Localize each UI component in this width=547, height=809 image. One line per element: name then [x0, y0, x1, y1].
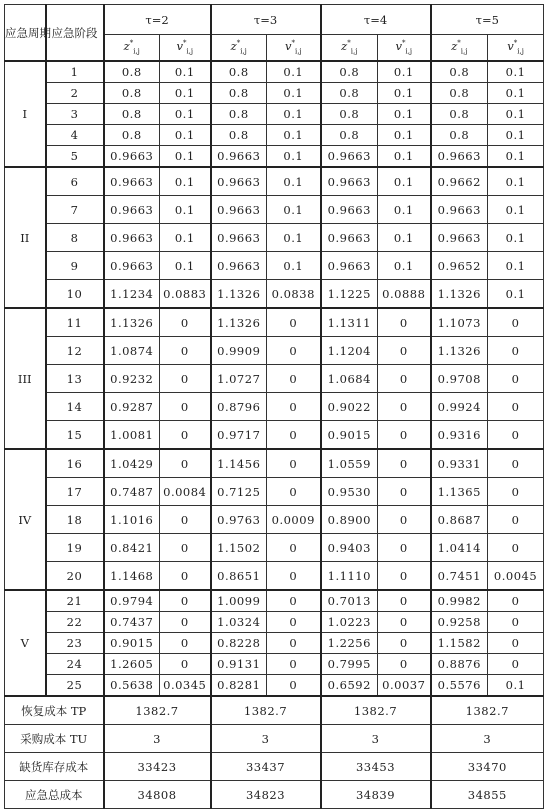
stage-cell: 8	[46, 224, 104, 252]
v-value-cell: 0	[378, 478, 431, 506]
z-value-cell: 1.0684	[321, 365, 378, 393]
v-value-cell: 0.1	[160, 146, 211, 168]
summary-value-cell: 34808	[104, 781, 211, 809]
period-header: 应急周期	[5, 5, 46, 62]
v-value-cell: 0.0045	[488, 562, 544, 591]
z-value-cell: 1.2256	[321, 633, 378, 654]
z-value-cell: 1.1016	[104, 506, 160, 534]
summary-value-cell: 3	[321, 725, 431, 753]
z-value-cell: 0.9662	[431, 167, 488, 196]
table-row	[5, 365, 544, 393]
z-value-cell: 0.8	[104, 61, 160, 83]
z-value-cell: 1.1326	[431, 337, 488, 365]
v-value-cell: 0	[488, 506, 544, 534]
stage-cell: 10	[46, 280, 104, 309]
v-value-cell: 0	[160, 534, 211, 562]
z-value-cell: 1.2605	[104, 654, 160, 675]
z-value-cell: 0.9663	[431, 146, 488, 168]
tau-header: τ=3	[211, 5, 321, 35]
z-value-cell: 1.1326	[104, 308, 160, 337]
summary-value-cell: 1382.7	[321, 696, 431, 725]
z-value-cell: 1.0874	[104, 337, 160, 365]
table-row	[5, 125, 544, 146]
v-value-cell: 0.1	[267, 104, 321, 125]
v-value-cell: 0	[378, 612, 431, 633]
table-row	[5, 167, 544, 196]
z-value-cell: 1.1468	[104, 562, 160, 591]
z-value-cell: 0.9530	[321, 478, 378, 506]
v-value-cell: 0.1	[488, 280, 544, 309]
summary-value-cell: 1382.7	[104, 696, 211, 725]
v-value-cell: 0	[378, 654, 431, 675]
z-value-cell: 0.9924	[431, 393, 488, 421]
z-value-cell: 0.8	[211, 83, 267, 104]
stage-cell: 15	[46, 421, 104, 450]
v-value-cell: 0	[267, 562, 321, 591]
v-value-cell: 0.1	[378, 224, 431, 252]
v-value-cell: 0	[160, 612, 211, 633]
z-value-cell: 0.9763	[211, 506, 267, 534]
table-row	[5, 280, 544, 309]
z-value-cell: 1.1456	[211, 449, 267, 478]
z-value-cell: 0.9663	[104, 252, 160, 280]
v-value-cell: 0	[160, 449, 211, 478]
z-value-cell: 0.9909	[211, 337, 267, 365]
z-value-cell: 1.1582	[431, 633, 488, 654]
table-row	[5, 83, 544, 104]
v-value-cell: 0.1	[378, 167, 431, 196]
stage-cell: 11	[46, 308, 104, 337]
z-value-cell: 0.9131	[211, 654, 267, 675]
z-value-cell: 0.9663	[431, 196, 488, 224]
v-value-cell: 0	[160, 590, 211, 612]
z-value-cell: 0.8900	[321, 506, 378, 534]
v-value-cell: 0	[378, 562, 431, 591]
z-value-cell: 0.5638	[104, 675, 160, 697]
period-cell: III	[5, 308, 46, 449]
v-value-cell: 0.1	[267, 125, 321, 146]
v-value-cell: 0.1	[488, 83, 544, 104]
z-value-cell: 0.6592	[321, 675, 378, 697]
z-value-cell: 0.9663	[431, 224, 488, 252]
z-value-cell: 0.7995	[321, 654, 378, 675]
v-value-cell: 0	[378, 449, 431, 478]
z-value-cell: 0.9331	[431, 449, 488, 478]
summary-value-cell: 1382.7	[211, 696, 321, 725]
summary-label: 缺货库存成本	[5, 753, 104, 781]
v-value-cell: 0	[267, 675, 321, 697]
tau-header: τ=2	[104, 5, 211, 35]
table-row	[5, 633, 544, 654]
z-value-cell: 0.8796	[211, 393, 267, 421]
stage-cell: 5	[46, 146, 104, 168]
z-value-cell: 1.1311	[321, 308, 378, 337]
table-row	[5, 534, 544, 562]
period-cell: V	[5, 590, 46, 696]
z-value-cell: 1.1326	[211, 280, 267, 309]
v-value-cell: 0.1	[160, 224, 211, 252]
table-row	[5, 252, 544, 280]
z-value-cell: 1.0081	[104, 421, 160, 450]
z-value-cell: 0.9287	[104, 393, 160, 421]
z-value-cell: 0.8	[431, 125, 488, 146]
v-value-cell: 0.1	[267, 61, 321, 83]
period-cell: I	[5, 61, 46, 167]
v-value-cell: 0	[160, 506, 211, 534]
results-table	[4, 4, 544, 809]
tau-header: τ=5	[431, 5, 544, 35]
stage-cell: 7	[46, 196, 104, 224]
z-value-cell: 0.7451	[431, 562, 488, 591]
z-var-header: $z^*_{i,j}$	[321, 35, 378, 62]
v-value-cell: 0	[488, 449, 544, 478]
v-value-cell: 0.1	[488, 252, 544, 280]
z-value-cell: 0.8876	[431, 654, 488, 675]
v-value-cell: 0	[160, 421, 211, 450]
table-row	[5, 449, 544, 478]
table-row	[5, 612, 544, 633]
v-value-cell: 0	[267, 337, 321, 365]
z-value-cell: 0.9663	[211, 252, 267, 280]
v-value-cell: 0.0009	[267, 506, 321, 534]
v-value-cell: 0	[267, 590, 321, 612]
z-value-cell: 0.7487	[104, 478, 160, 506]
z-value-cell: 0.9015	[104, 633, 160, 654]
z-value-cell: 1.0324	[211, 612, 267, 633]
stage-cell: 4	[46, 125, 104, 146]
table-row	[5, 506, 544, 534]
v-value-cell: 0	[267, 421, 321, 450]
v-value-cell: 0	[267, 308, 321, 337]
stage-cell: 21	[46, 590, 104, 612]
v-var-header: $v^*_{i,j}$	[160, 35, 211, 62]
v-value-cell: 0.1	[160, 83, 211, 104]
table-row	[5, 61, 544, 83]
z-value-cell: 0.9663	[321, 224, 378, 252]
v-value-cell: 0	[488, 421, 544, 450]
z-value-cell: 1.1225	[321, 280, 378, 309]
v-value-cell: 0.0345	[160, 675, 211, 697]
v-value-cell: 0	[160, 308, 211, 337]
z-value-cell: 1.0414	[431, 534, 488, 562]
v-value-cell: 0.1	[488, 125, 544, 146]
z-value-cell: 0.8421	[104, 534, 160, 562]
z-value-cell: 1.0099	[211, 590, 267, 612]
table-row	[5, 308, 544, 337]
v-value-cell: 0	[488, 365, 544, 393]
summary-value-cell: 33453	[321, 753, 431, 781]
v-value-cell: 0.1	[488, 61, 544, 83]
z-value-cell: 0.8	[321, 125, 378, 146]
v-value-cell: 0.1	[378, 104, 431, 125]
stage-cell: 16	[46, 449, 104, 478]
v-value-cell: 0	[160, 562, 211, 591]
v-value-cell: 0.0888	[378, 280, 431, 309]
v-value-cell: 0	[267, 654, 321, 675]
v-value-cell: 0.1	[267, 196, 321, 224]
z-value-cell: 0.9316	[431, 421, 488, 450]
stage-cell: 23	[46, 633, 104, 654]
v-value-cell: 0.1	[267, 83, 321, 104]
stage-cell: 6	[46, 167, 104, 196]
z-value-cell: 0.8	[321, 104, 378, 125]
v-value-cell: 0	[160, 654, 211, 675]
stage-cell: 20	[46, 562, 104, 591]
period-cell: IV	[5, 449, 46, 590]
z-value-cell: 0.8	[321, 61, 378, 83]
v-value-cell: 0.1	[267, 167, 321, 196]
v-value-cell: 0	[488, 590, 544, 612]
v-value-cell: 0.1	[267, 146, 321, 168]
stage-cell: 13	[46, 365, 104, 393]
v-value-cell: 0	[488, 308, 544, 337]
v-value-cell: 0	[267, 612, 321, 633]
z-value-cell: 0.9663	[104, 146, 160, 168]
v-value-cell: 0	[488, 612, 544, 633]
z-value-cell: 1.1073	[431, 308, 488, 337]
v-value-cell: 0	[267, 633, 321, 654]
z-value-cell: 0.9403	[321, 534, 378, 562]
v-value-cell: 0.1	[267, 224, 321, 252]
z-value-cell: 0.9663	[104, 167, 160, 196]
summary-value-cell: 34839	[321, 781, 431, 809]
stage-cell: 12	[46, 337, 104, 365]
z-value-cell: 0.9015	[321, 421, 378, 450]
z-value-cell: 0.8	[321, 83, 378, 104]
z-value-cell: 0.9794	[104, 590, 160, 612]
summary-value-cell: 33437	[211, 753, 321, 781]
z-var-header: $z^*_{i,j}$	[431, 35, 488, 62]
z-value-cell: 0.7125	[211, 478, 267, 506]
stage-cell: 3	[46, 104, 104, 125]
stage-cell: 9	[46, 252, 104, 280]
v-value-cell: 0.1	[378, 146, 431, 168]
summary-value-cell: 1382.7	[431, 696, 544, 725]
z-value-cell: 0.9652	[431, 252, 488, 280]
v-value-cell: 0	[160, 337, 211, 365]
z-value-cell: 0.9663	[104, 224, 160, 252]
v-value-cell: 0.0084	[160, 478, 211, 506]
z-value-cell: 0.8	[104, 125, 160, 146]
v-value-cell: 0	[378, 308, 431, 337]
z-value-cell: 1.0559	[321, 449, 378, 478]
v-value-cell: 0.0037	[378, 675, 431, 697]
z-value-cell: 1.1204	[321, 337, 378, 365]
z-value-cell: 0.7013	[321, 590, 378, 612]
v-value-cell: 0	[488, 337, 544, 365]
v-value-cell: 0	[160, 365, 211, 393]
stage-cell: 1	[46, 61, 104, 83]
z-value-cell: 0.8	[431, 83, 488, 104]
z-value-cell: 1.0223	[321, 612, 378, 633]
tau-header: τ=4	[321, 5, 431, 35]
v-var-header: $v^*_{i,j}$	[488, 35, 544, 62]
v-value-cell: 0	[488, 633, 544, 654]
summary-value-cell: 3	[104, 725, 211, 753]
period-cell: II	[5, 167, 46, 308]
z-value-cell: 1.1110	[321, 562, 378, 591]
stage-cell: 14	[46, 393, 104, 421]
v-value-cell: 0.1	[378, 61, 431, 83]
v-value-cell: 0	[378, 393, 431, 421]
z-value-cell: 1.1365	[431, 478, 488, 506]
header-row	[5, 5, 544, 35]
summary-label: 采购成本 TU	[5, 725, 104, 753]
v-value-cell: 0.1	[378, 83, 431, 104]
z-value-cell: 1.1326	[211, 308, 267, 337]
v-value-cell: 0.0838	[267, 280, 321, 309]
z-value-cell: 0.8281	[211, 675, 267, 697]
v-value-cell: 0	[267, 365, 321, 393]
z-value-cell: 0.9982	[431, 590, 488, 612]
v-value-cell: 0	[160, 393, 211, 421]
stage-cell: 19	[46, 534, 104, 562]
table-body	[5, 5, 544, 809]
v-value-cell: 0	[378, 365, 431, 393]
stage-cell: 18	[46, 506, 104, 534]
v-value-cell: 0	[488, 534, 544, 562]
table-row	[5, 196, 544, 224]
v-value-cell: 0.1	[160, 167, 211, 196]
table-row	[5, 337, 544, 365]
v-value-cell: 0	[378, 506, 431, 534]
z-value-cell: 0.8	[211, 61, 267, 83]
table-row	[5, 224, 544, 252]
v-value-cell: 0.1	[378, 125, 431, 146]
z-value-cell: 0.8	[211, 104, 267, 125]
z-value-cell: 0.9022	[321, 393, 378, 421]
table-row	[5, 146, 544, 168]
v-value-cell: 0	[378, 590, 431, 612]
v-value-cell: 0.0883	[160, 280, 211, 309]
stage-cell: 22	[46, 612, 104, 633]
v-value-cell: 0.1	[160, 61, 211, 83]
summary-row	[5, 696, 544, 725]
table-row	[5, 654, 544, 675]
stage-cell: 17	[46, 478, 104, 506]
z-value-cell: 0.9663	[211, 167, 267, 196]
v-value-cell: 0	[160, 633, 211, 654]
v-value-cell: 0	[267, 449, 321, 478]
table-row	[5, 393, 544, 421]
v-value-cell: 0.1	[488, 167, 544, 196]
v-value-cell: 0	[488, 478, 544, 506]
v-value-cell: 0	[378, 421, 431, 450]
z-value-cell: 0.9663	[211, 224, 267, 252]
v-value-cell: 0	[267, 534, 321, 562]
z-value-cell: 0.9663	[211, 146, 267, 168]
summary-row	[5, 753, 544, 781]
v-value-cell: 0	[488, 393, 544, 421]
v-value-cell: 0	[267, 478, 321, 506]
stage-cell: 24	[46, 654, 104, 675]
v-value-cell: 0.1	[488, 104, 544, 125]
table-row	[5, 675, 544, 697]
summary-value-cell: 33470	[431, 753, 544, 781]
z-value-cell: 0.8	[431, 61, 488, 83]
z-value-cell: 1.1234	[104, 280, 160, 309]
z-value-cell: 0.9663	[211, 196, 267, 224]
v-value-cell: 0.1	[160, 252, 211, 280]
summary-label: 应急总成本	[5, 781, 104, 809]
z-value-cell: 0.8	[211, 125, 267, 146]
z-value-cell: 0.7437	[104, 612, 160, 633]
table-row	[5, 562, 544, 591]
z-value-cell: 0.8228	[211, 633, 267, 654]
summary-value-cell: 34855	[431, 781, 544, 809]
summary-row	[5, 781, 544, 809]
z-value-cell: 0.8651	[211, 562, 267, 591]
z-value-cell: 0.9717	[211, 421, 267, 450]
table-row	[5, 104, 544, 125]
v-value-cell: 0	[488, 654, 544, 675]
v-value-cell: 0	[267, 393, 321, 421]
z-value-cell: 0.5576	[431, 675, 488, 697]
v-value-cell: 0.1	[488, 224, 544, 252]
v-value-cell: 0.1	[160, 196, 211, 224]
z-value-cell: 1.0727	[211, 365, 267, 393]
v-value-cell: 0	[378, 534, 431, 562]
v-value-cell: 0	[378, 633, 431, 654]
v-value-cell: 0	[378, 337, 431, 365]
summary-value-cell: 3	[431, 725, 544, 753]
z-value-cell: 0.8	[431, 104, 488, 125]
stage-cell: 25	[46, 675, 104, 697]
z-value-cell: 0.9663	[321, 196, 378, 224]
table-row	[5, 478, 544, 506]
summary-label: 恢复成本 TP	[5, 696, 104, 725]
v-value-cell: 0.1	[160, 104, 211, 125]
summary-value-cell: 33423	[104, 753, 211, 781]
z-value-cell: 0.9663	[104, 196, 160, 224]
v-value-cell: 0.1	[488, 196, 544, 224]
z-var-header: $z^*_{i,j}$	[104, 35, 160, 62]
v-value-cell: 0.1	[160, 125, 211, 146]
z-value-cell: 0.9258	[431, 612, 488, 633]
z-value-cell: 1.0429	[104, 449, 160, 478]
stage-cell: 2	[46, 83, 104, 104]
v-value-cell: 0.1	[378, 252, 431, 280]
v-value-cell: 0.1	[488, 146, 544, 168]
stage-header: 应急阶段	[46, 5, 104, 62]
v-var-header: $v^*_{i,j}$	[378, 35, 431, 62]
z-var-header: $z^*_{i,j}$	[211, 35, 267, 62]
z-value-cell: 0.9663	[321, 167, 378, 196]
summary-value-cell: 34823	[211, 781, 321, 809]
z-value-cell: 0.9708	[431, 365, 488, 393]
v-value-cell: 0.1	[378, 196, 431, 224]
z-value-cell: 0.8687	[431, 506, 488, 534]
z-value-cell: 1.1326	[431, 280, 488, 309]
v-var-header: $v^*_{i,j}$	[267, 35, 321, 62]
v-value-cell: 0.1	[488, 675, 544, 697]
table-row	[5, 421, 544, 450]
summary-row	[5, 725, 544, 753]
summary-value-cell: 3	[211, 725, 321, 753]
z-value-cell: 1.1502	[211, 534, 267, 562]
z-value-cell: 0.9232	[104, 365, 160, 393]
z-value-cell: 0.9663	[321, 146, 378, 168]
z-value-cell: 0.9663	[321, 252, 378, 280]
table-row	[5, 590, 544, 612]
v-value-cell: 0.1	[267, 252, 321, 280]
z-value-cell: 0.8	[104, 83, 160, 104]
z-value-cell: 0.8	[104, 104, 160, 125]
